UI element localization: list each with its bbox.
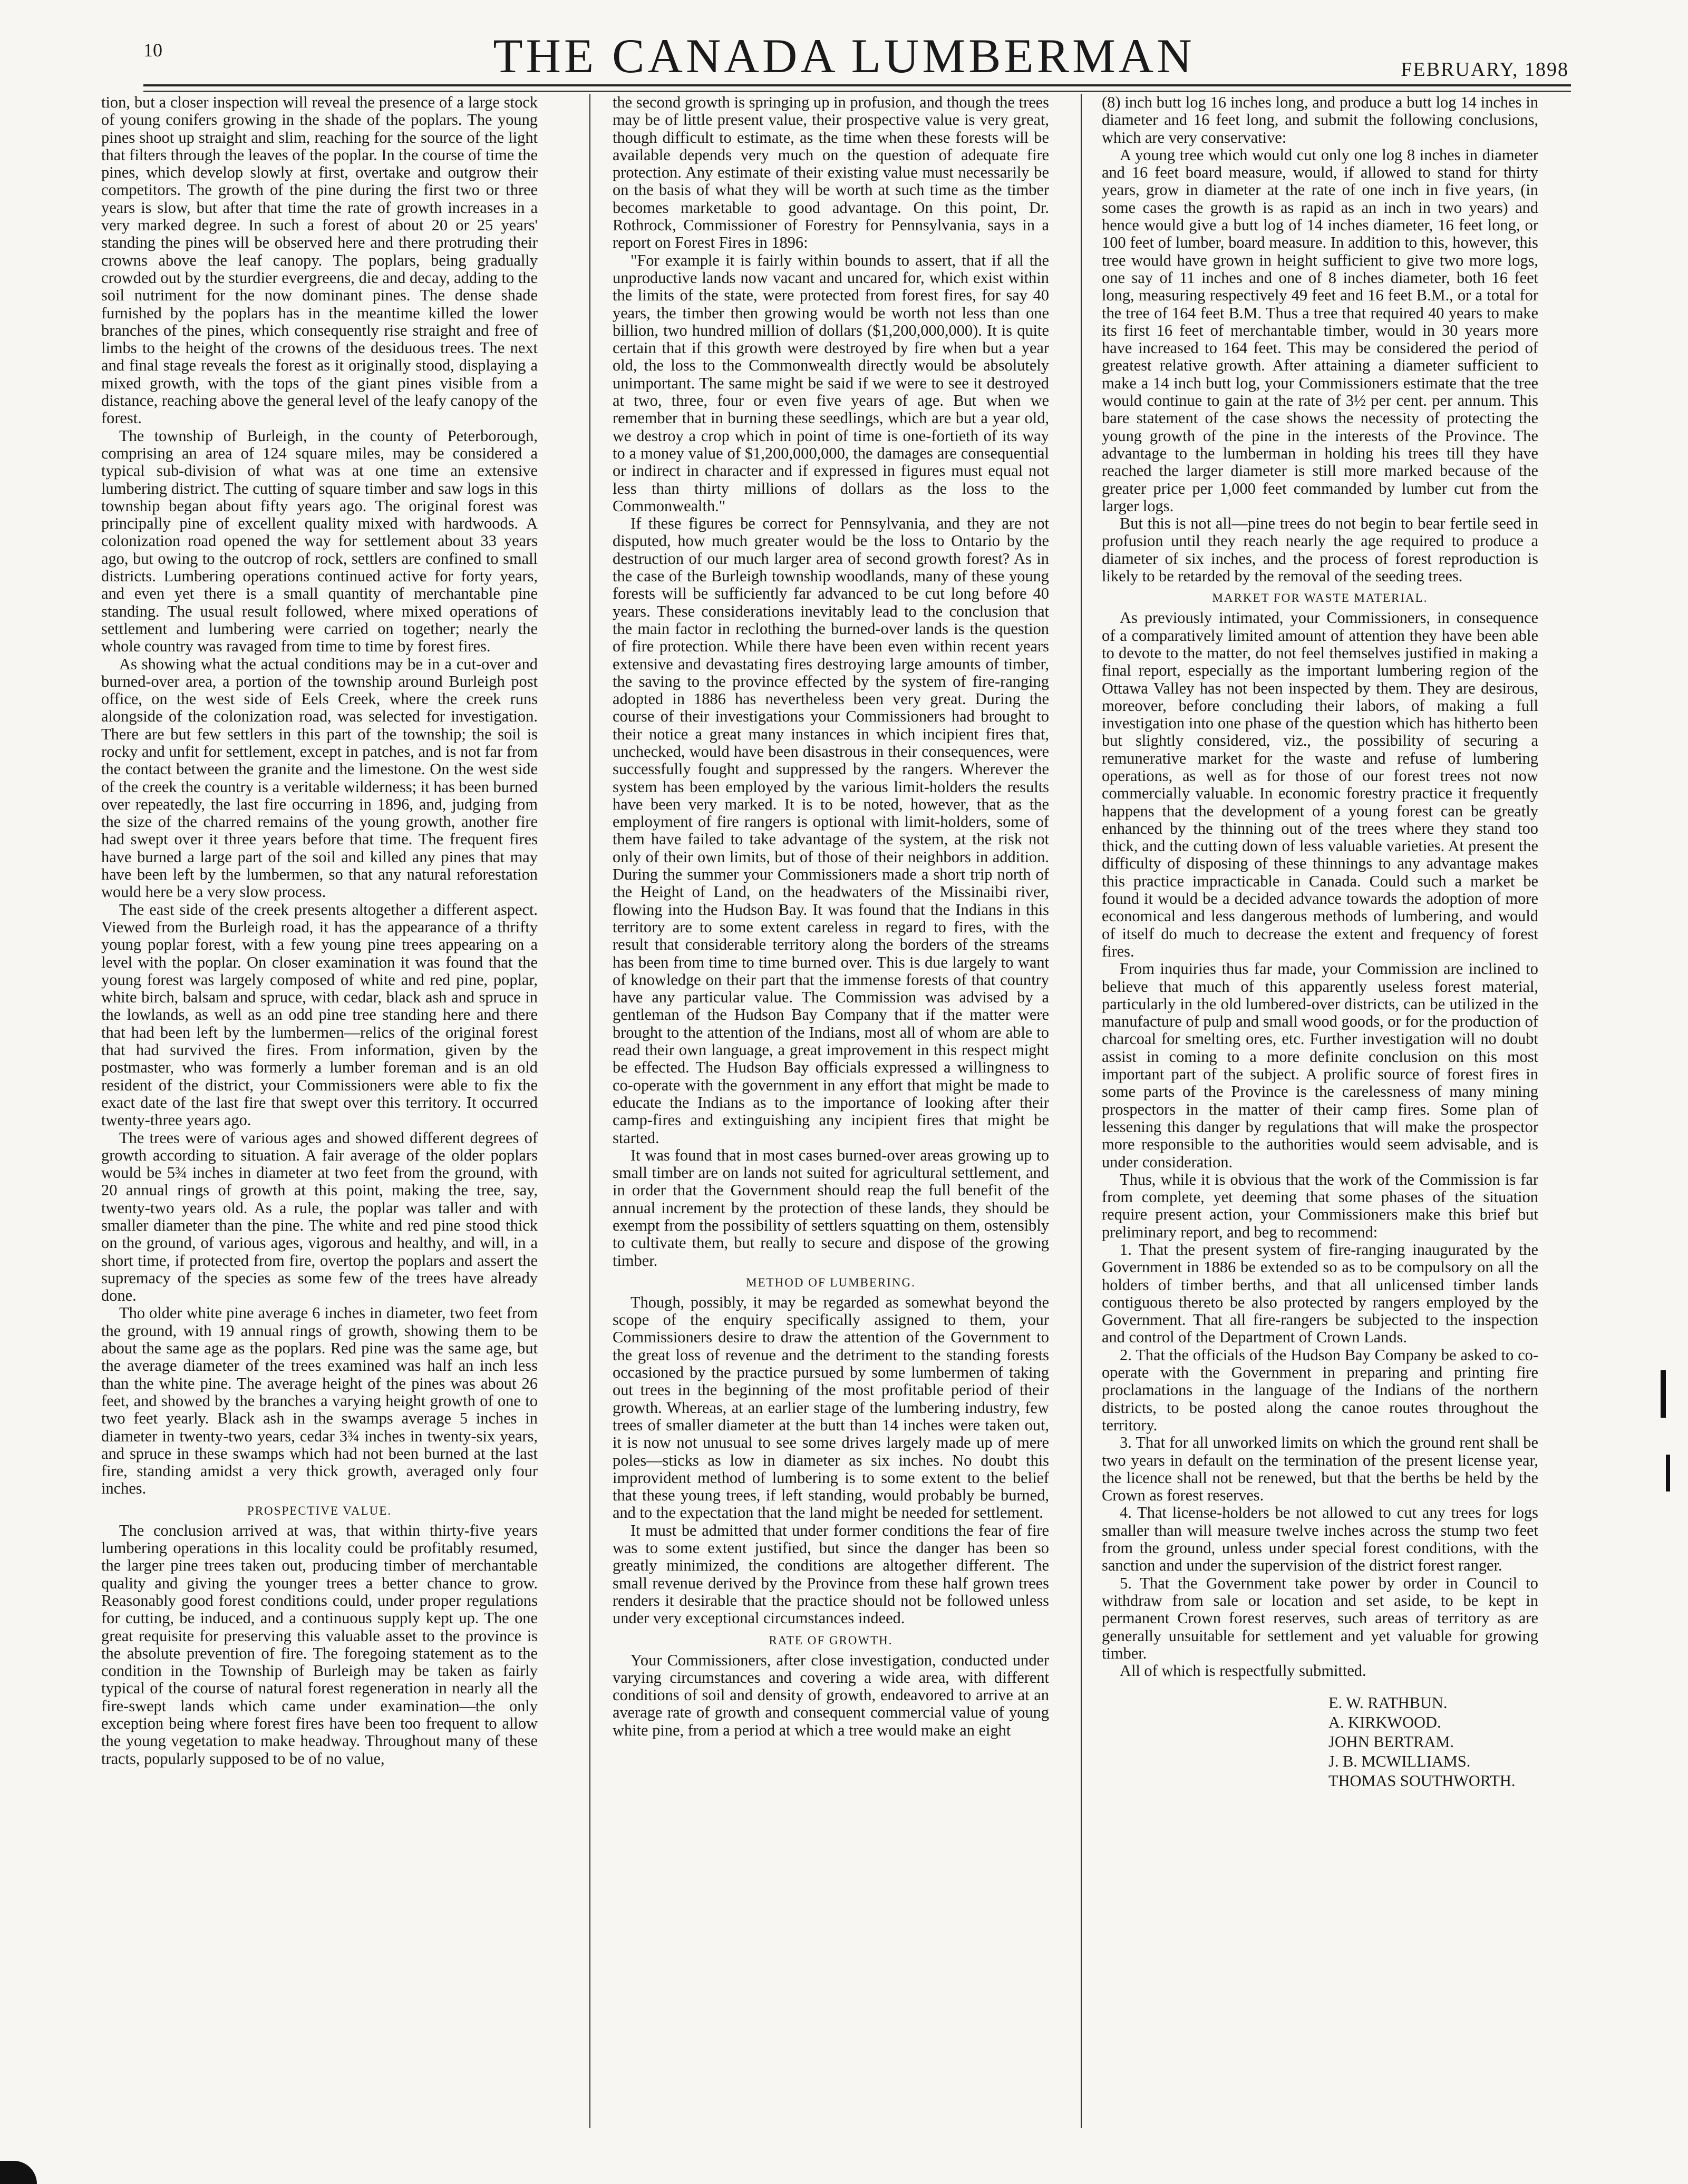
section-heading: PROSPECTIVE VALUE. bbox=[247, 1504, 392, 1517]
page-number: 10 bbox=[143, 40, 162, 61]
article-column-3 bbox=[1102, 94, 1538, 2139]
paragraph: tion, but a closer inspection will reveal the presence of a large stock of young conifers growing in the shade of the poplars. The young pines shoot up straight and slim, reaching for the source of the light that filters through the leaves of the poplar. In the course of time the pines, which develop slowly at first, overtake and outgrow their competitors. The growth of the pine during the first two or three years is slow, but after that time the rate of growth increases in a very marked degree. In such a forest of about 20 or 25 years' standing the pines will be observed here and there protruding their crowns above the leaf canopy. The poplars, being gradually crowded out by the sturdier evergreens, die and decay, adding to the soil nutriment for the now dominant pines. The dense shade furnished by the poplars has in the meantime killed the lower branches of the pines, which consequently rise straight and free of limbs to the height of the crowns of the desiduous trees. The next and final stage reveals the forest as it originally stood, displaying a mixed growth, with the tops of the giant pines visible from a distance, reaching above the general level of the leafy canopy of the forest. bbox=[101, 94, 538, 427]
paragraph: The township of Burleigh, in the county of Peterborough, comprising an area of 124 square miles, may be considered a typical sub-division of what was at one time an extensive lumbering district. The cutting of square timber and saw logs in this township began about fifty years ago. The original forest was principally pine of excellent quality mixed with hardwoods. A colonization road opened the way for settlement about 33 years ago, but owing to the outcrop of rock, settlers are confined to small districts. Lumbering operations continued active for forty years, and even yet there is a small quantity of merchantable pine standing. The usual result followed, where mixed operations of settlement and lumbering were carried on together; nearly the whole country was ravaged from time to time by forest fires. bbox=[101, 426, 538, 656]
scan-edge-mark bbox=[1661, 1370, 1666, 1418]
paragraph: Thus, while it is obvious that the work of the Commission is far from complete, yet deeming that some phases of the situation require present action, your Commissioners make this brief but preliminary report, and beg to recommend: bbox=[1102, 1170, 1538, 1241]
signature-name: A. KIRKWOOD. bbox=[1328, 1713, 1441, 1732]
section-heading: MARKET FOR WASTE MATERIAL. bbox=[1212, 591, 1428, 605]
recommendation: 3. That for all unworked limits on which the ground rent shall be two years in default on the termination of the present license year, the licence shall not be renewed, but that the berths be held by the Crown as forest reserves. bbox=[1102, 1434, 1538, 1505]
section-heading: METHOD OF LUMBERING. bbox=[746, 1275, 916, 1289]
quoted-paragraph: "For example it is fairly within bounds to assert, that if all the unproductive lands now vacant and uncared for, which exist within the limits of the state, were protected from forest fires, for say 40 years, the timber then growing would be worth not less than one billion, two hundred million of dollars ($1,200,000,000). It is quite certain that if this growth were destroyed by fire when but a year old, the loss to the Commonwealth directly would be absolutely unimportant. The same might be said if we were to see it destroyed at two, three, four or even five years of age. But when we remember that in burning these seedlings, which are but a year old, we destroy a crop which in point of time is one-fortieth of its way to a money value of $1,200,000,000, the damages are consequential or indirect in character and if expressed in figures must equal not less than thirty millions of dollars as the loss to the Commonwealth." bbox=[613, 251, 1049, 515]
paragraph: A young tree which would cut only one log 8 inches in diameter and 16 feet board measure, would, if allowed to stand for thirty years, grow in diameter at the rate of one inch in five years, (in some cases the growth is as rapid as an inch in two years) and hence would give a butt log of 14 inches diameter, 16 feet long, or 100 feet of lumber, board measure. In addition to this, however, this tree would have grown in height sufficient to give two more logs, one say of 11 inches and one of 8 inches diameter, both 16 feet long, measuring respectively 49 feet and 16 feet B.M., or a total for the tree of 164 feet B.M. Thus a tree that required 40 years to make its first 16 feet of merchantable timber, would in 30 years more have increased to 164 feet. This may be considered the period of greatest relative growth. After attaining a diameter sufficient to make a 14 inch butt log, your Commissioners estimate that the tree would continue to gain at the rate of 3½ per cent. per annum. This bare statement of the case shows the necessity of protecting the young growth of the pine in the interests of the Province. The advantage to the lumberman in holding his trees till they have reached the larger diameter is still more marked because of the greater price per 1,000 feet commanded by lumber cut from the larger logs. bbox=[1102, 145, 1538, 515]
column-rule bbox=[589, 94, 590, 2128]
paragraph: The conclusion arrived at was, that within thirty-five years lumbering operations in this locality could be profitably resumed, the larger pine trees taken out, producing timber of merchantable quality and giving the younger trees a better chance to grow. Reasonably good forest conditions could, under proper regulations for cutting, be induced, and a continuous supply kept up. The one great requisite for preserving this valuable asset to the province is the absolute prevention of fire. The foregoing statement as to the condition in the Township of Burleigh may be taken as fairly typical of the course of natural forest regeneration in nearly all the fire-swept lands which came under examination—the only exception being where forest fires have been too frequent to allow the young vegetation to make headway. Throughout many of these tracts, popularly supposed to be of no value, bbox=[101, 1521, 538, 1768]
paragraph: From inquiries thus far made, your Commission are inclined to believe that much of this apparently useless forest material, particularly in the old lumbered-over districts, can be utilized in the manufacture of pulp and small wood goods, or for the production of charcoal for smelting ores, etc. Further investigation will no doubt assist in coming to a more definite conclusion on this most important part of the subject. A prolific source of forest fires in some parts of the Province is the carelessness of many mining prospectors in the matter of their camp fires. Some plan of lessening this danger by regulations that will make the prospector more responsible to the authorities would seem advisable, and is under consideration. bbox=[1102, 960, 1538, 1171]
signatures bbox=[1328, 1693, 1538, 1791]
recommendation: 2. That the officials of the Hudson Bay Company be asked to co-operate with the Government in preparing and printing fire proclamations in the language of the Indians of the northern districts, to be posted along the canoe routes throughout the territory. bbox=[1102, 1345, 1538, 1434]
issue-date: FEBRUARY, 1898 bbox=[1401, 58, 1569, 81]
scan-edge-mark bbox=[1666, 1455, 1670, 1491]
recommendation: 5. That the Government take power by order in Council to withdraw from sale or location and set aside, to be kept in permanent Crown forest reserves, such areas of territory as are generally unsuitable for settlement and yet valuable for growing timber. bbox=[1102, 1574, 1538, 1662]
recommendation: 1. That the present system of fire-ranging inaugurated by the Government in 1886 be extended so as to be compulsory on all the holders of timber berths, and that all unlicensed timber lands contiguous thereto be also protected by rangers employed by the Government. That all fire-rangers be subjected to the inspection and control of the Department of Crown Lands. bbox=[1102, 1241, 1538, 1347]
header-rule bbox=[143, 91, 1571, 92]
scan-corner-shadow bbox=[0, 2161, 37, 2184]
paragraph: Though, possibly, it may be regarded as somewhat beyond the scope of the enquiry specifically assigned to them, your Commissioners desire to draw the attention of the Government to the great loss of revenue and the detriment to the standing forests occasioned by the practice pursued by some lumbermen of taking out trees in the beginning of the most profitable period of their growth. Whereas, at an earlier stage of the lumbering industry, few trees of smaller diameter at the butt than 14 inches were taken out, it is now not unusual to see some drives largely made up of mere poles—sticks as low in diameter as six inches. No doubt this improvident method of lumbering is to some extent to the belief that these young trees, if left standing, would probably be burned, and to the expectation that the land might be needed for settlement. bbox=[613, 1293, 1049, 1522]
article-column-1 bbox=[101, 94, 538, 2139]
closing-line: All of which is respectfully submitted. bbox=[1120, 1662, 1366, 1680]
recommendation: 4. That license-holders be not allowed to cut any trees for logs smaller than will measure twelve inches across the stump two feet from the ground, unless under special forest conditions, with the sanction and under the supervision of the district forest ranger. bbox=[1102, 1504, 1538, 1575]
section-heading: RATE OF GROWTH. bbox=[769, 1633, 893, 1647]
paragraph: If these figures be correct for Pennsylvania, and they are not disputed, how much greater would be the loss to Ontario by the destruction of our much larger area of second growth forest? As in the case of the Burleigh township woodlands, many of these young forests will be sufficiently far advanced to be cut long before 40 years. These considerations inevitably lead to the conclusion that the main factor in reclothing the burned-over lands is the question of fire protection. While there have been even within recent years extensive and devastating fires destroying large amounts of timber, the saving to the province effected by the system of fire-ranging adopted in 1886 has nevertheless been very great. During the course of their investigations your Commissioners had brought to their notice a great many instances in which incipient fires that, unchecked, would have been disastrous in their consequences, were successfully fought and suppressed by the rangers. Wherever the system has been employed by the various limit-holders the results have been very marked. It is to be noted, however, that as the employment of fire rangers is optional with limit-holders, some of them have failed to take advantage of the system, at the risk not only of their own limits, but of those of their neighbors in addition. During the summer your Commissioners made a short trip north of the Height of Land, on the headwaters of the Missinaibi river, flowing into the Hudson Bay. It was found that the Indians in this territory are to some extent careless in regard to fires, with the result that considerable territory along the borders of the streams has been from time to time burned over. This is due largely to want of knowledge on their part that the immense forests of that country have any particular value. The Commission was advised by a gentleman of the Hudson Bay Company that if the matter were brought to the attention of the Indians, most all of whom are able to read their own language, a great improvement in this respect might be effected. The Hudson Bay officials expressed a willingness to co-operate with the government in any effort that might be made to educate the Indians as to the importance of looking after their camp-fires and extinguishing any incipient fires that might be started. bbox=[613, 514, 1049, 1147]
paragraph: It must be admitted that under former conditions the fear of fire was to some extent justified, but since the danger has been so greatly minimized, the conditions are altogether different. The small revenue derived by the Province from these half grown trees renders it desirable that the practice should not be followed unless under very exceptional circumstances indeed. bbox=[613, 1521, 1049, 1627]
signature-name: E. W. RATHBUN. bbox=[1328, 1694, 1448, 1712]
signature-name: JOHN BERTRAM. bbox=[1328, 1733, 1454, 1751]
paragraph: Your Commissioners, after close investigation, conducted under varying circumstances and covering a wide area, with different conditions of soil and density of growth, endeavored to arrive at an average rate of growth and consequent commercial value of young white pine, from a period at which a tree would make an eight bbox=[613, 1651, 1049, 1739]
paragraph: the second growth is springing up in profusion, and though the trees may be of little present value, their prospective value is very great, though difficult to estimate, as the time when these forests will be available depends very much on the question of adequate fire protection. Any estimate of their existing value must necessarily be on the basis of what they will be worth at such time as the timber becomes marketable to good advantage. On this point, Dr. Rothrock, Commissioner of Forestry for Pennsylvania, says in a report on Forest Fires in 1896: bbox=[613, 94, 1049, 252]
column-rule bbox=[1081, 94, 1082, 2128]
paragraph: It was found that in most cases burned-over areas growing up to small timber are on lands not suited for agricultural settlement, and in order that the Government should reap the full benefit of the annual increment by the protection of these lands, they should be exempt from the possibility of settlers squatting on them, ostensibly to cultivate them, but really to secure and dispose of the growing timber. bbox=[613, 1146, 1049, 1270]
paragraph: But this is not all—pine trees do not begin to bear fertile seed in profusion until they reach nearly the age required to produce a diameter of six inches, and the process of forest reproduction is likely to be retarded by the removal of the seeding trees. bbox=[1102, 514, 1538, 586]
paragraph: As showing what the actual conditions may be in a cut-over and burned-over area, a portion of the township around Burleigh post office, on the west side of Eels Creek, where the creek runs alongside of the colonization road, was selected for investigation. There are but few settlers in this part of the township; the soil is rocky and unfit for settlement, except in patches, and is not far from the contact between the granite and the limestone. On the west side of the creek the country is a veritable wilderness; it has been burned over repeatedly, the last fire occurring in 1896, and, judging from the size of the charred remains of the young growth, another fire had swept over it three years before that time. The frequent fires have burned a large part of the soil and killed any pines that may have been left by the lumbermen, so that any natural reforestation would here be a very slow process. bbox=[101, 655, 538, 901]
paragraph: As previously intimated, your Commissioners, in consequence of a comparatively limited amount of attention they have been able to devote to the matter, do not feel themselves justified in making a final report, especially as the important lumbering region of the Ottawa Valley has not been inspected by them. They are desirous, moreover, before concluding their labors, of making a full investigation into one phase of the question which has hitherto been but slightly considered, viz., the possibility of securing a remunerative market for the waste and refuse of lumbering operations, as well as for those of our forest trees not now commercially valuable. In economic forestry practice it frequently happens that the development of a young forest can be greatly enhanced by the thinning out of the trees where they stand too thick, and the cutting down of less valuable varieties. At present the difficulty of disposing of these thinnings to any advantage makes this practice impracticable in Canada. Could such a market be found it would be a decided advance towards the adoption of more economical and less dangerous methods of lumbering, and would of itself do much to decrease the extent and frequency of forest fires. bbox=[1102, 609, 1538, 960]
paragraph: The east side of the creek presents altogether a different aspect. Viewed from the Burleigh road, it has the appearance of a thrifty young poplar forest, with a few young pine trees appearing on a level with the poplar. On closer examination it was found that the young forest was largely composed of white and red pine, poplar, white birch, balsam and spruce, with cedar, black ash and spruce in the lowlands, as well as an odd pine tree standing here and there that had been left by the lumbermen—relics of the original forest that had survived the fires. From information, given by the postmaster, who was formerly a lumber foreman and is an old resident of the district, your Commissioners were able to fix the exact date of the last fire that swept over this territory. It occurred twenty-three years ago. bbox=[101, 900, 538, 1129]
paragraph: The trees were of various ages and showed different degrees of growth according to situation. A fair average of the older poplars would be 5¾ inches in diameter at two feet from the ground, with 20 annual rings of growth at this point, making the tree, say, twenty-two years old. As a rule, the poplar was taller and with smaller diameter than the pine. The white and red pine stood thick on the ground, of various ages, vigorous and healthy, and will, in a short time, if protected from fire, overtop the poplars and assert the supremacy of the species as some few of the trees have already done. bbox=[101, 1128, 538, 1305]
paragraph: (8) inch butt log 16 inches long, and produce a butt log 14 inches in diameter and 16 feet long, and submit the following conclusions, which are very conservative: bbox=[1102, 94, 1538, 147]
signature-name: J. B. MCWILLIAMS. bbox=[1328, 1752, 1471, 1771]
paragraph: Tho older white pine average 6 inches in diameter, two feet from the ground, with 19 annual rings of growth, showing them to be about the same age as the poplars. Red pine was the same age, but the average diameter of the trees examined was half an inch less than the white pine. The average height of the pines was about 26 feet, and showed by the branches a varying height growth of one to two feet yearly. Black ash in the swamps average 5 inches in diameter in twenty-two years, cedar 3¾ inches in twenty-six years, and spruce in these swamps which had not been burned at the last fire, standing amidst a very thick growth, averaged only four inches. bbox=[101, 1304, 538, 1498]
article-column-2 bbox=[613, 94, 1049, 2139]
header-rule bbox=[143, 84, 1571, 86]
masthead: THE CANADA LUMBERMAN bbox=[493, 29, 1195, 83]
signature-name: THOMAS SOUTHWORTH. bbox=[1328, 1772, 1516, 1790]
